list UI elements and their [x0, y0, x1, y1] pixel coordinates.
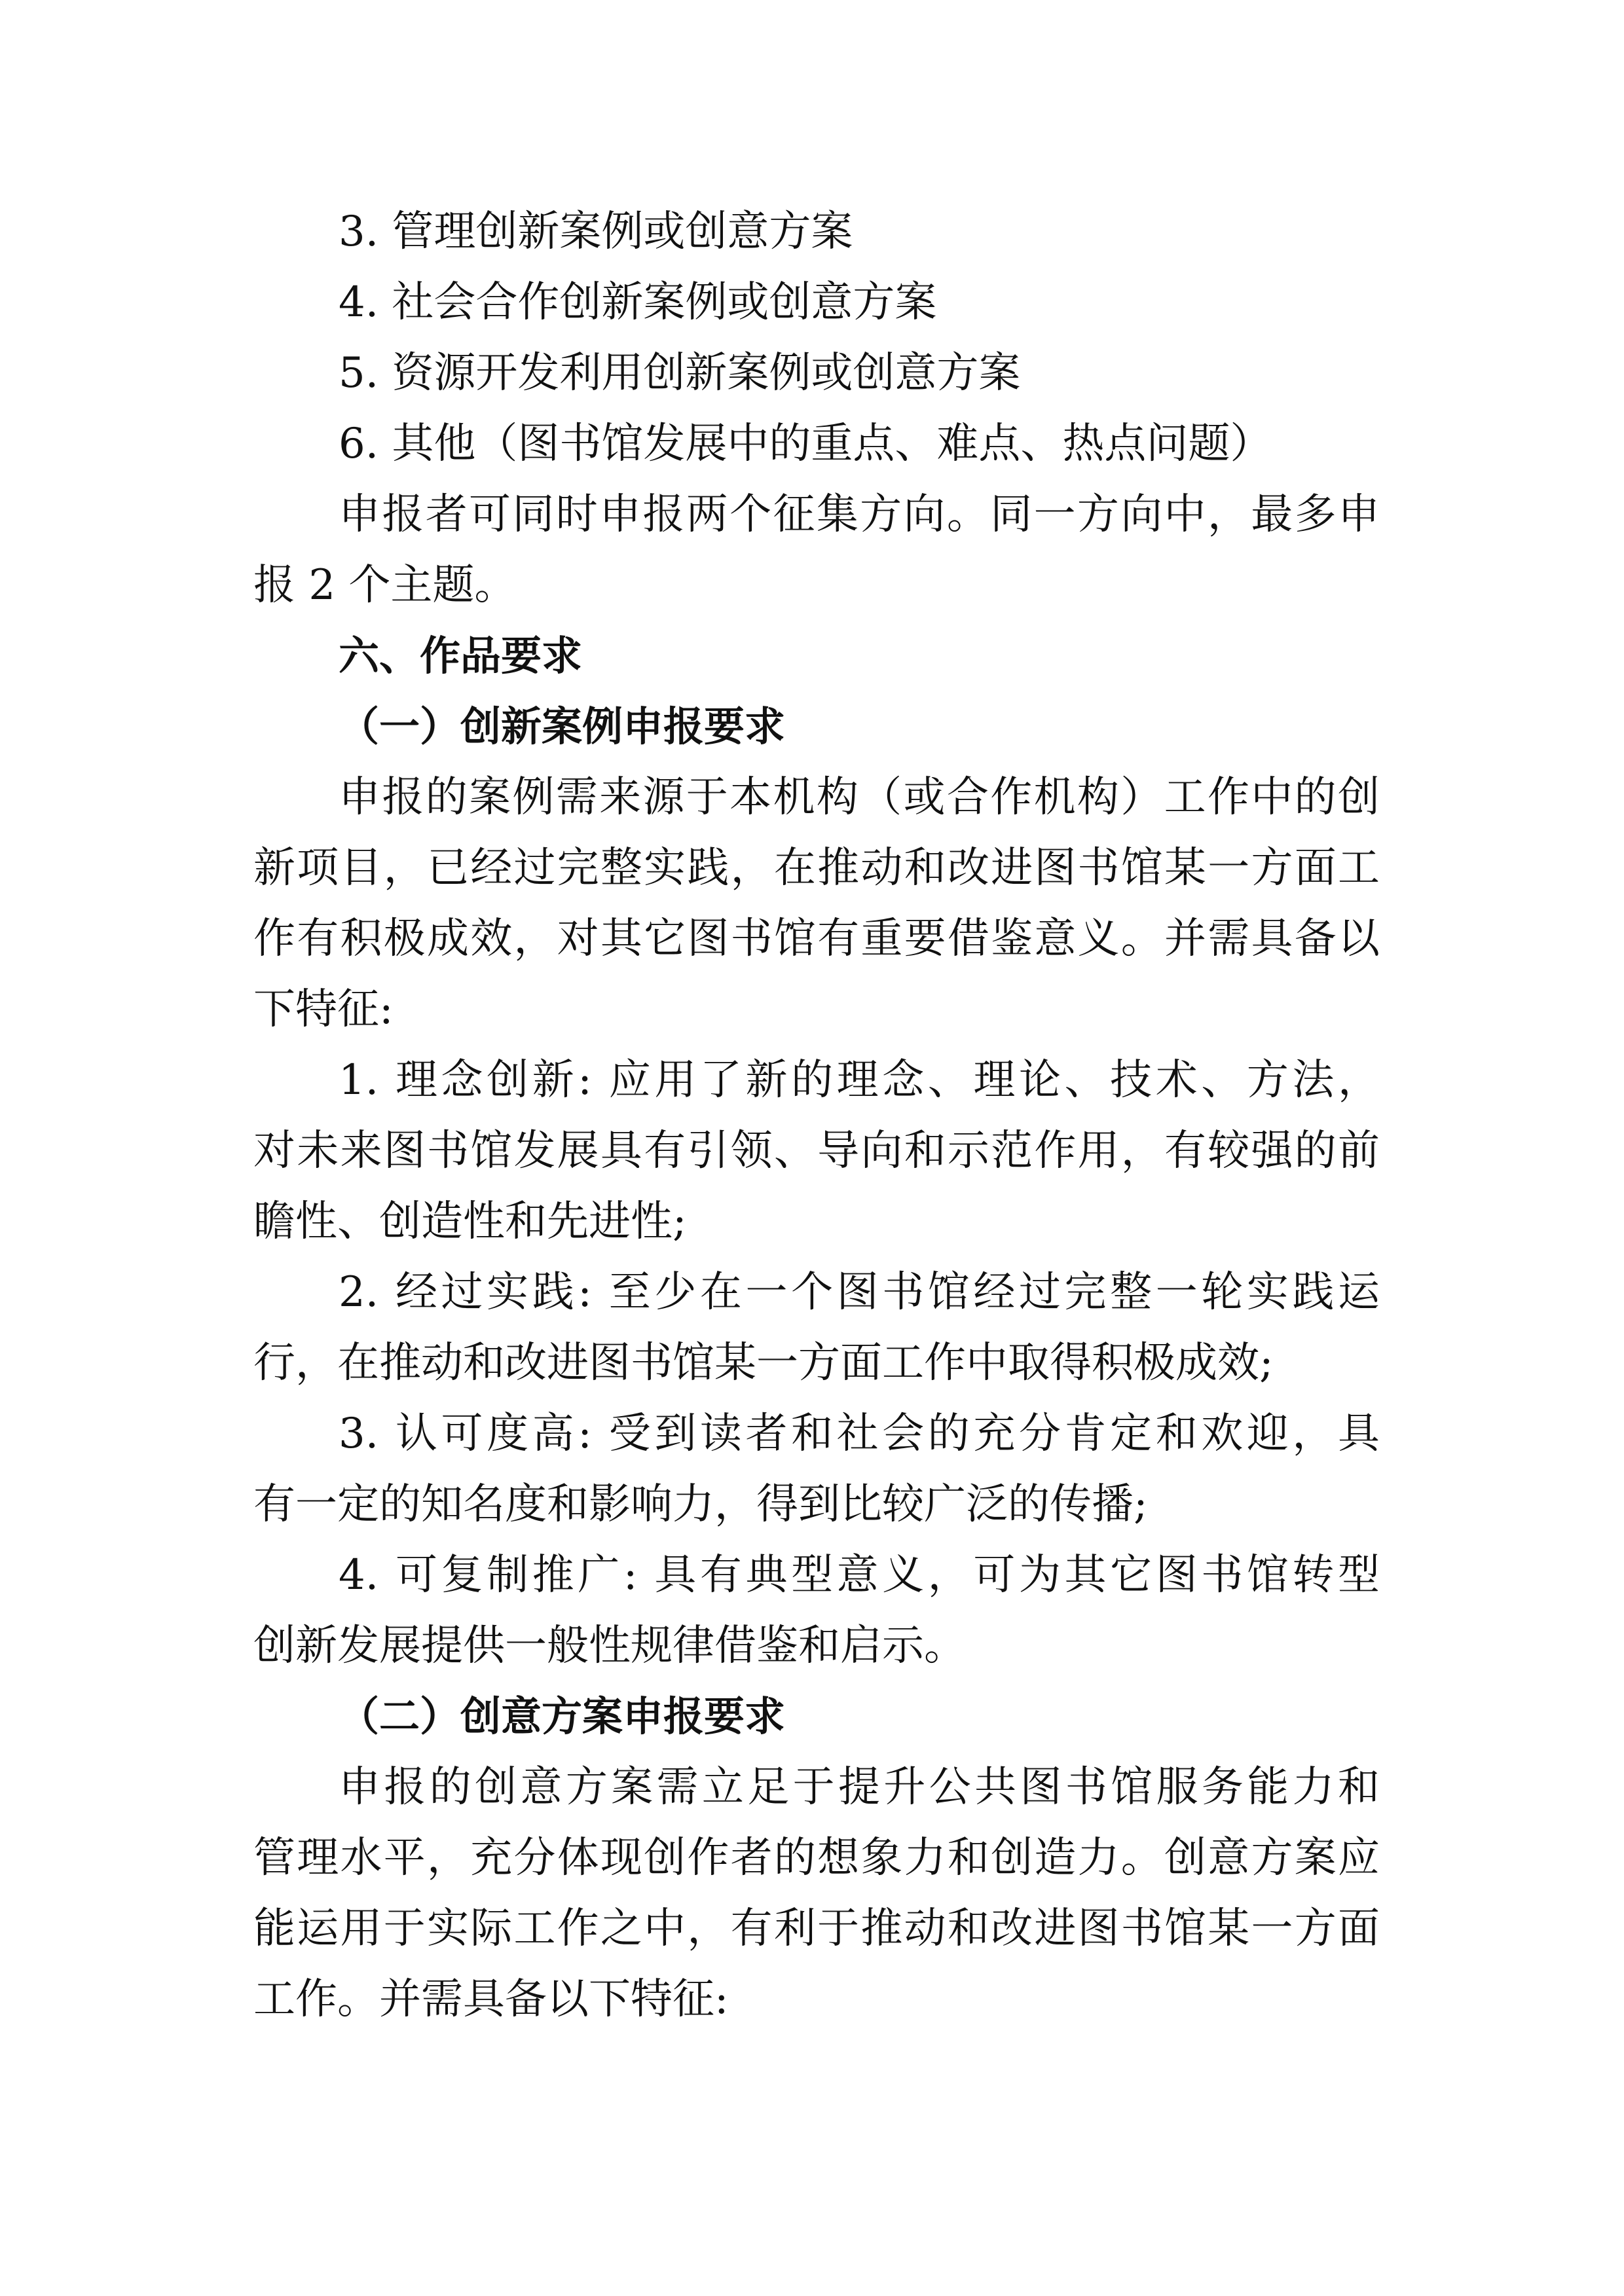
feature-concept-innovation-line-3: 瞻性、创造性和先进性; — [253, 1197, 687, 1246]
feature-recognition-line-1: 3. 认可度高: 受到读者和社会的充分肯定和欢迎，具 — [339, 1410, 1380, 1458]
feature-replicable-line-1: 4. 可复制推广: 具有典型意义，可为其它图书馆转型 — [339, 1551, 1380, 1599]
paragraph-case-line-1: 申报的案例需来源于本机构（或合作机构）工作中的创 — [339, 773, 1380, 822]
paragraph-application-direction-line-1: 申报者可同时申报两个征集方向。同一方向中，最多申 — [339, 490, 1380, 539]
subheading-innovation-case-requirements: （一）创新案例申报要求 — [339, 702, 786, 750]
list-item-social-cooperation: 4. 社会合作创新案例或创意方案 — [339, 278, 937, 327]
paragraph-creative-line-2: 管理水平，充分体现创作者的想象力和创造力。创意方案应 — [253, 1834, 1380, 1882]
list-item-other-issues: 6. 其他（图书馆发展中的重点、难点、热点问题） — [339, 420, 1272, 468]
feature-concept-innovation-line-1: 1. 理念创新: 应用了新的理念、理论、技术、方法， — [339, 1056, 1380, 1104]
list-item-resource-development: 5. 资源开发利用创新案例或创意方案 — [339, 349, 1021, 397]
feature-practice-line-2: 行，在推动和改进图书馆某一方面工作中取得积极成效; — [253, 1339, 1274, 1387]
list-item-management-innovation: 3. 管理创新案例或创意方案 — [339, 208, 853, 256]
paragraph-creative-line-1: 申报的创意方案需立足于提升公共图书馆服务能力和 — [339, 1763, 1380, 1812]
section-heading-work-requirements: 六、作品要求 — [339, 632, 583, 680]
feature-practice-line-1: 2. 经过实践: 至少在一个图书馆经过完整一轮实践运 — [339, 1268, 1380, 1317]
paragraph-case-line-4: 下特征: — [253, 985, 394, 1034]
paragraph-creative-line-3: 能运用于实际工作之中，有利于推动和改进图书馆某一方面 — [253, 1904, 1380, 1953]
paragraph-creative-line-4: 工作。并需具备以下特征: — [253, 1975, 729, 2024]
feature-concept-innovation-line-2: 对未来图书馆发展具有引领、导向和示范作用，有较强的前 — [253, 1127, 1380, 1175]
feature-recognition-line-2: 有一定的知名度和影响力，得到比较广泛的传播; — [253, 1480, 1148, 1529]
paragraph-case-line-2: 新项目，已经过完整实践，在推动和改进图书馆某一方面工 — [253, 844, 1380, 892]
subheading-creative-plan-requirements: （二）创意方案申报要求 — [339, 1692, 786, 1740]
paragraph-application-direction-line-2: 报 2 个主题。 — [253, 561, 517, 610]
paragraph-case-line-3: 作有积极成效，对其它图书馆有重要借鉴意义。并需具备以 — [253, 915, 1380, 963]
body-text — [253, 196, 1380, 2035]
feature-replicable-line-2: 创新发展提供一般性规律借鉴和启示。 — [253, 1622, 966, 1670]
